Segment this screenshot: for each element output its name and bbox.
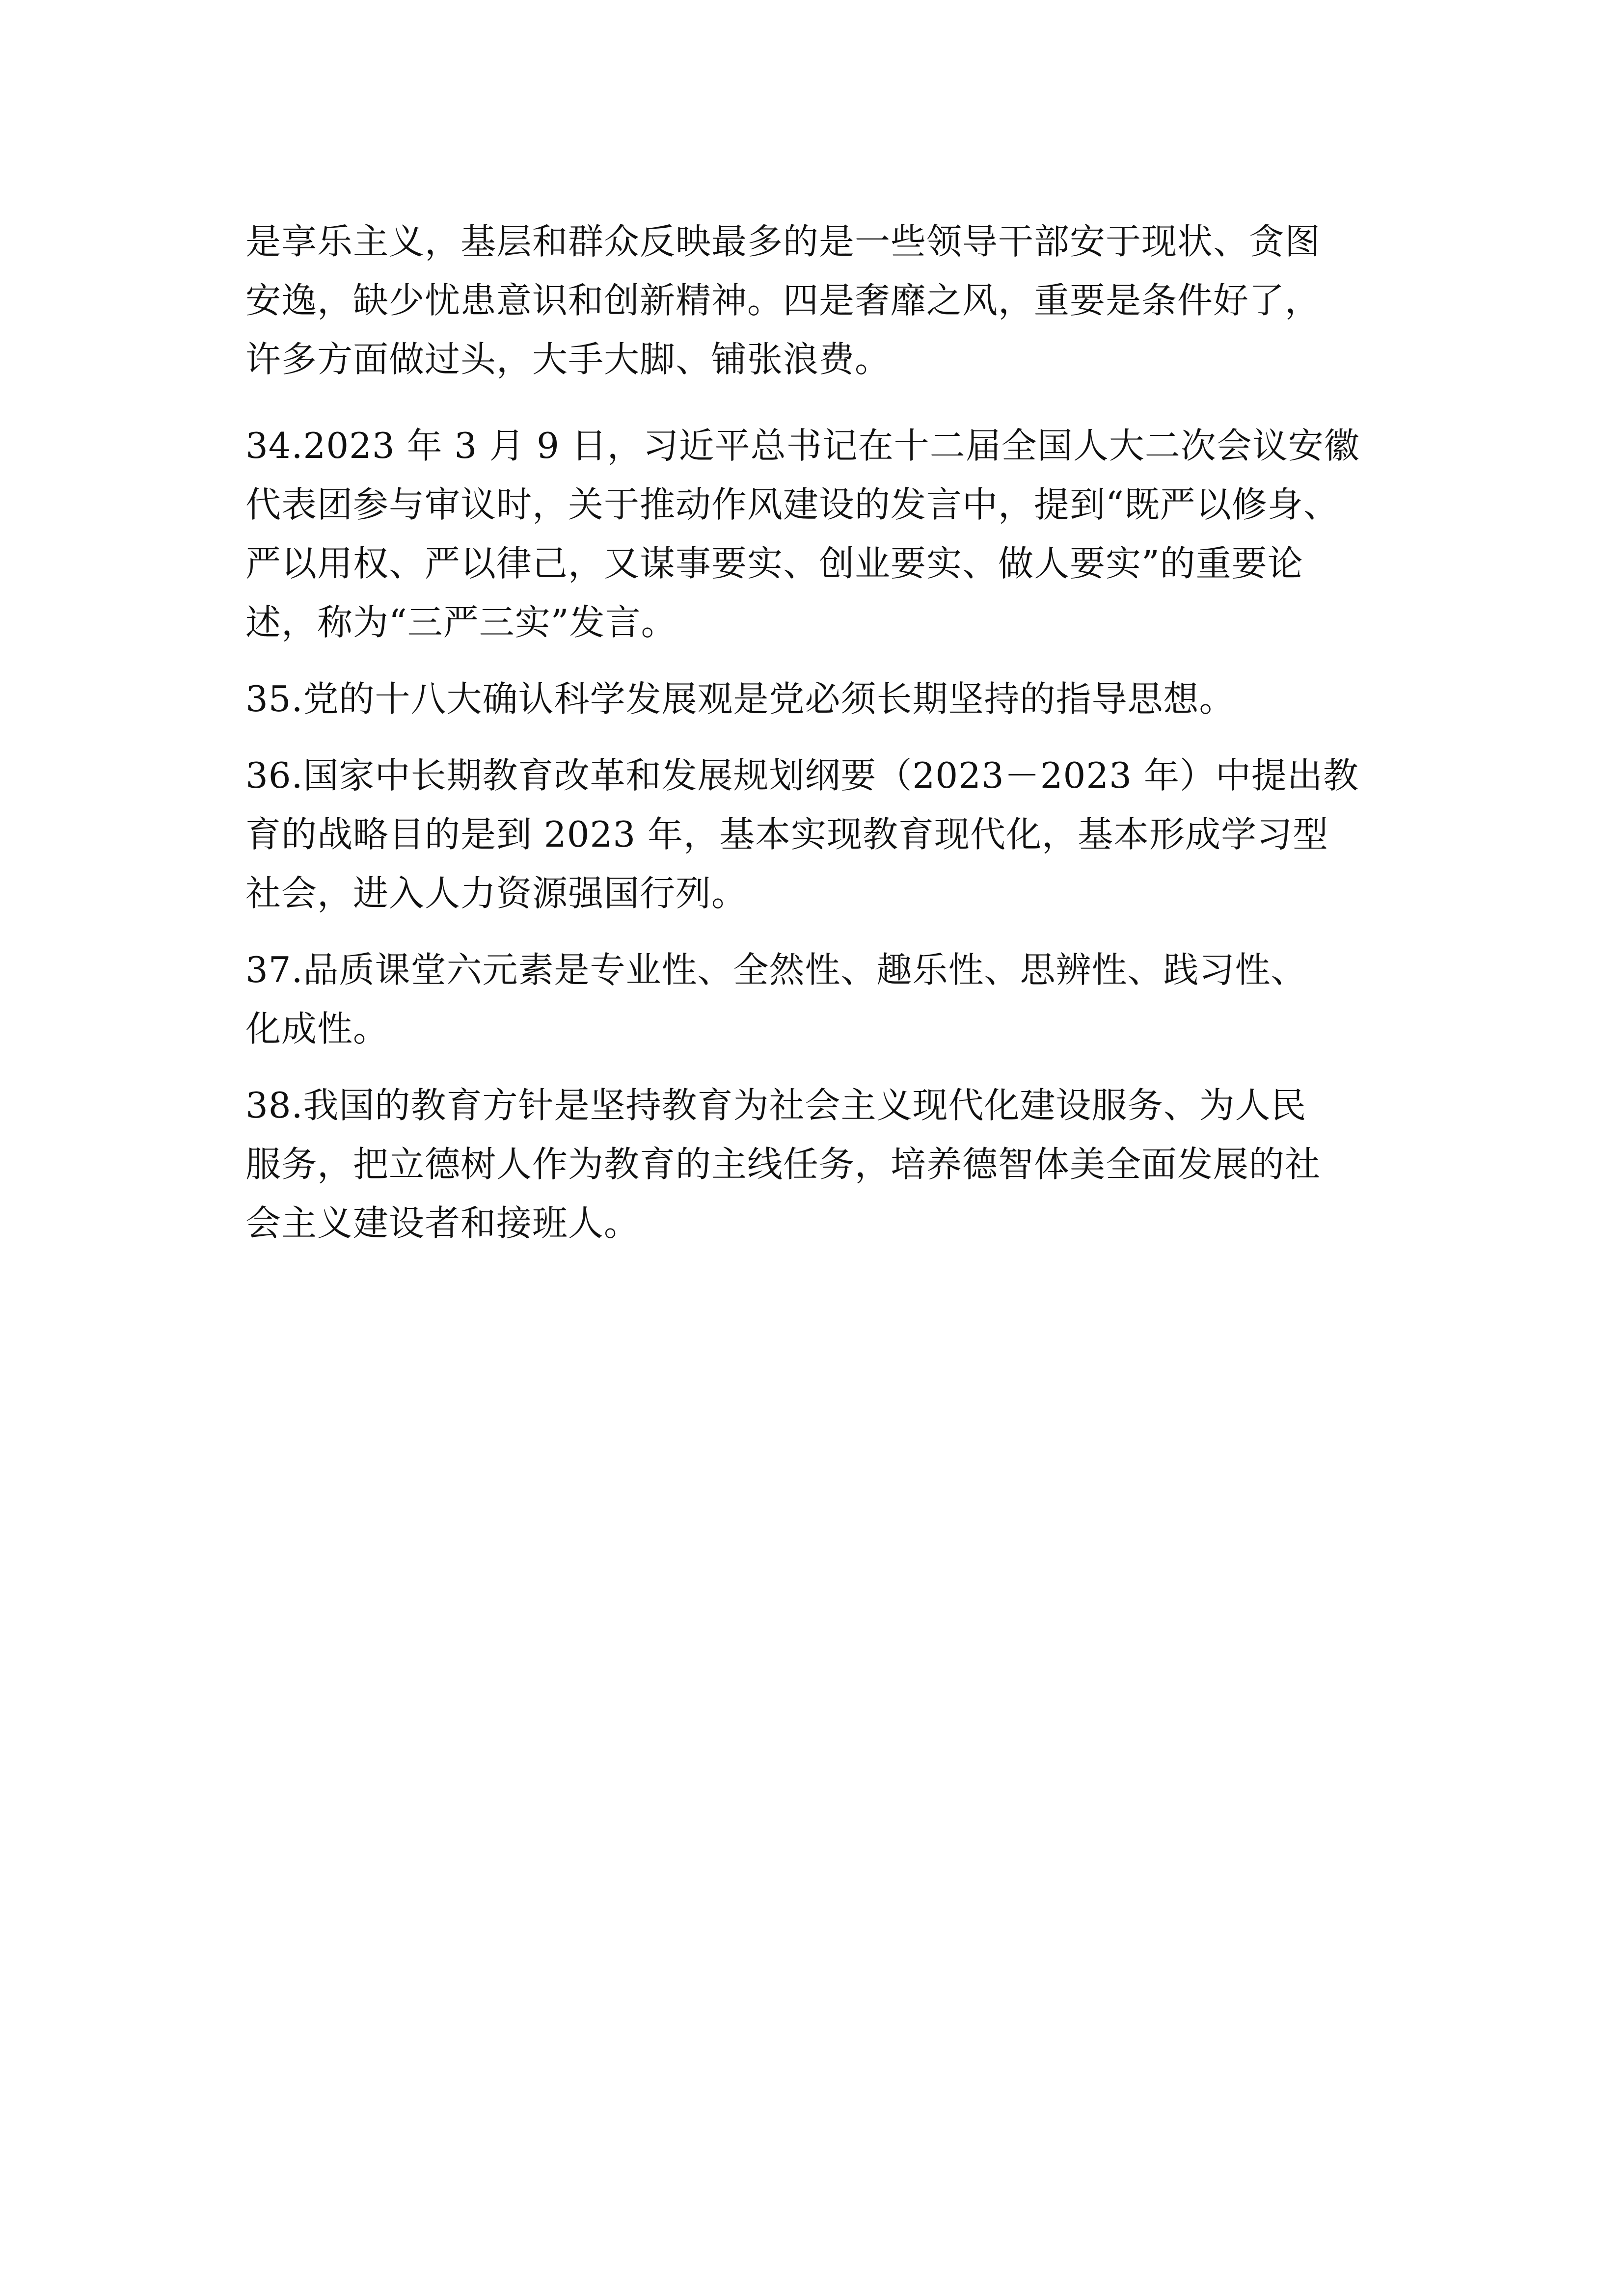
- text-line: 社会，进入人力资源强国行列。: [245, 873, 748, 914]
- text-line: 代表团参与审议时，关于推动作风建设的发言中，提到“既严以修身、: [245, 484, 1339, 525]
- text-line: 35.党的十八大确认科学发展观是党必须长期坚持的指导思想。: [245, 678, 1235, 720]
- list-item-36: [245, 746, 1384, 923]
- list-item-38: [245, 1076, 1384, 1253]
- text-line: 许多方面做过头，大手大脚、铺张浪费。: [245, 339, 891, 380]
- text-line: 服务，把立德树人作为教育的主线任务，培养德智体美全面发展的社: [245, 1144, 1321, 1185]
- text-line: 安逸，缺少忧患意识和创新精神。四是奢靡之风，重要是条件好了，: [245, 280, 1321, 321]
- document-body: [245, 212, 1384, 1253]
- text-line: 化成性。: [245, 1008, 389, 1049]
- text-line: 是享乐主义，基层和群众反映最多的是一些领导干部安于现状、贪图: [245, 221, 1321, 262]
- text-line: 会主义建设者和接班人。: [245, 1202, 640, 1244]
- list-item-37: [245, 940, 1384, 1058]
- list-item-34: [245, 416, 1384, 652]
- text-line: 严以用权、严以律己，又谋事要实、创业要实、做人要实”的重要论: [245, 543, 1303, 584]
- text-line: 育的战略目的是到 2023 年，基本实现教育现代化，基本形成学习型: [245, 814, 1329, 855]
- text-line: 述，称为“三严三实”发言。: [245, 602, 677, 643]
- text-line: 36.国家中长期教育改革和发展规划纲要（2023－2023 年）中提出教: [245, 755, 1359, 796]
- list-item-35: [245, 669, 1384, 728]
- text-line: 34.2023 年 3 月 9 日，习近平总书记在十二届全国人大二次会议安徽: [245, 425, 1360, 466]
- text-line: 38.我国的教育方针是坚持教育为社会主义现代化建设服务、为人民: [245, 1085, 1307, 1126]
- text-line: 37.品质课堂六元素是专业性、全然性、趣乐性、思辨性、践习性、: [245, 949, 1307, 990]
- intro-paragraph: [245, 212, 1384, 389]
